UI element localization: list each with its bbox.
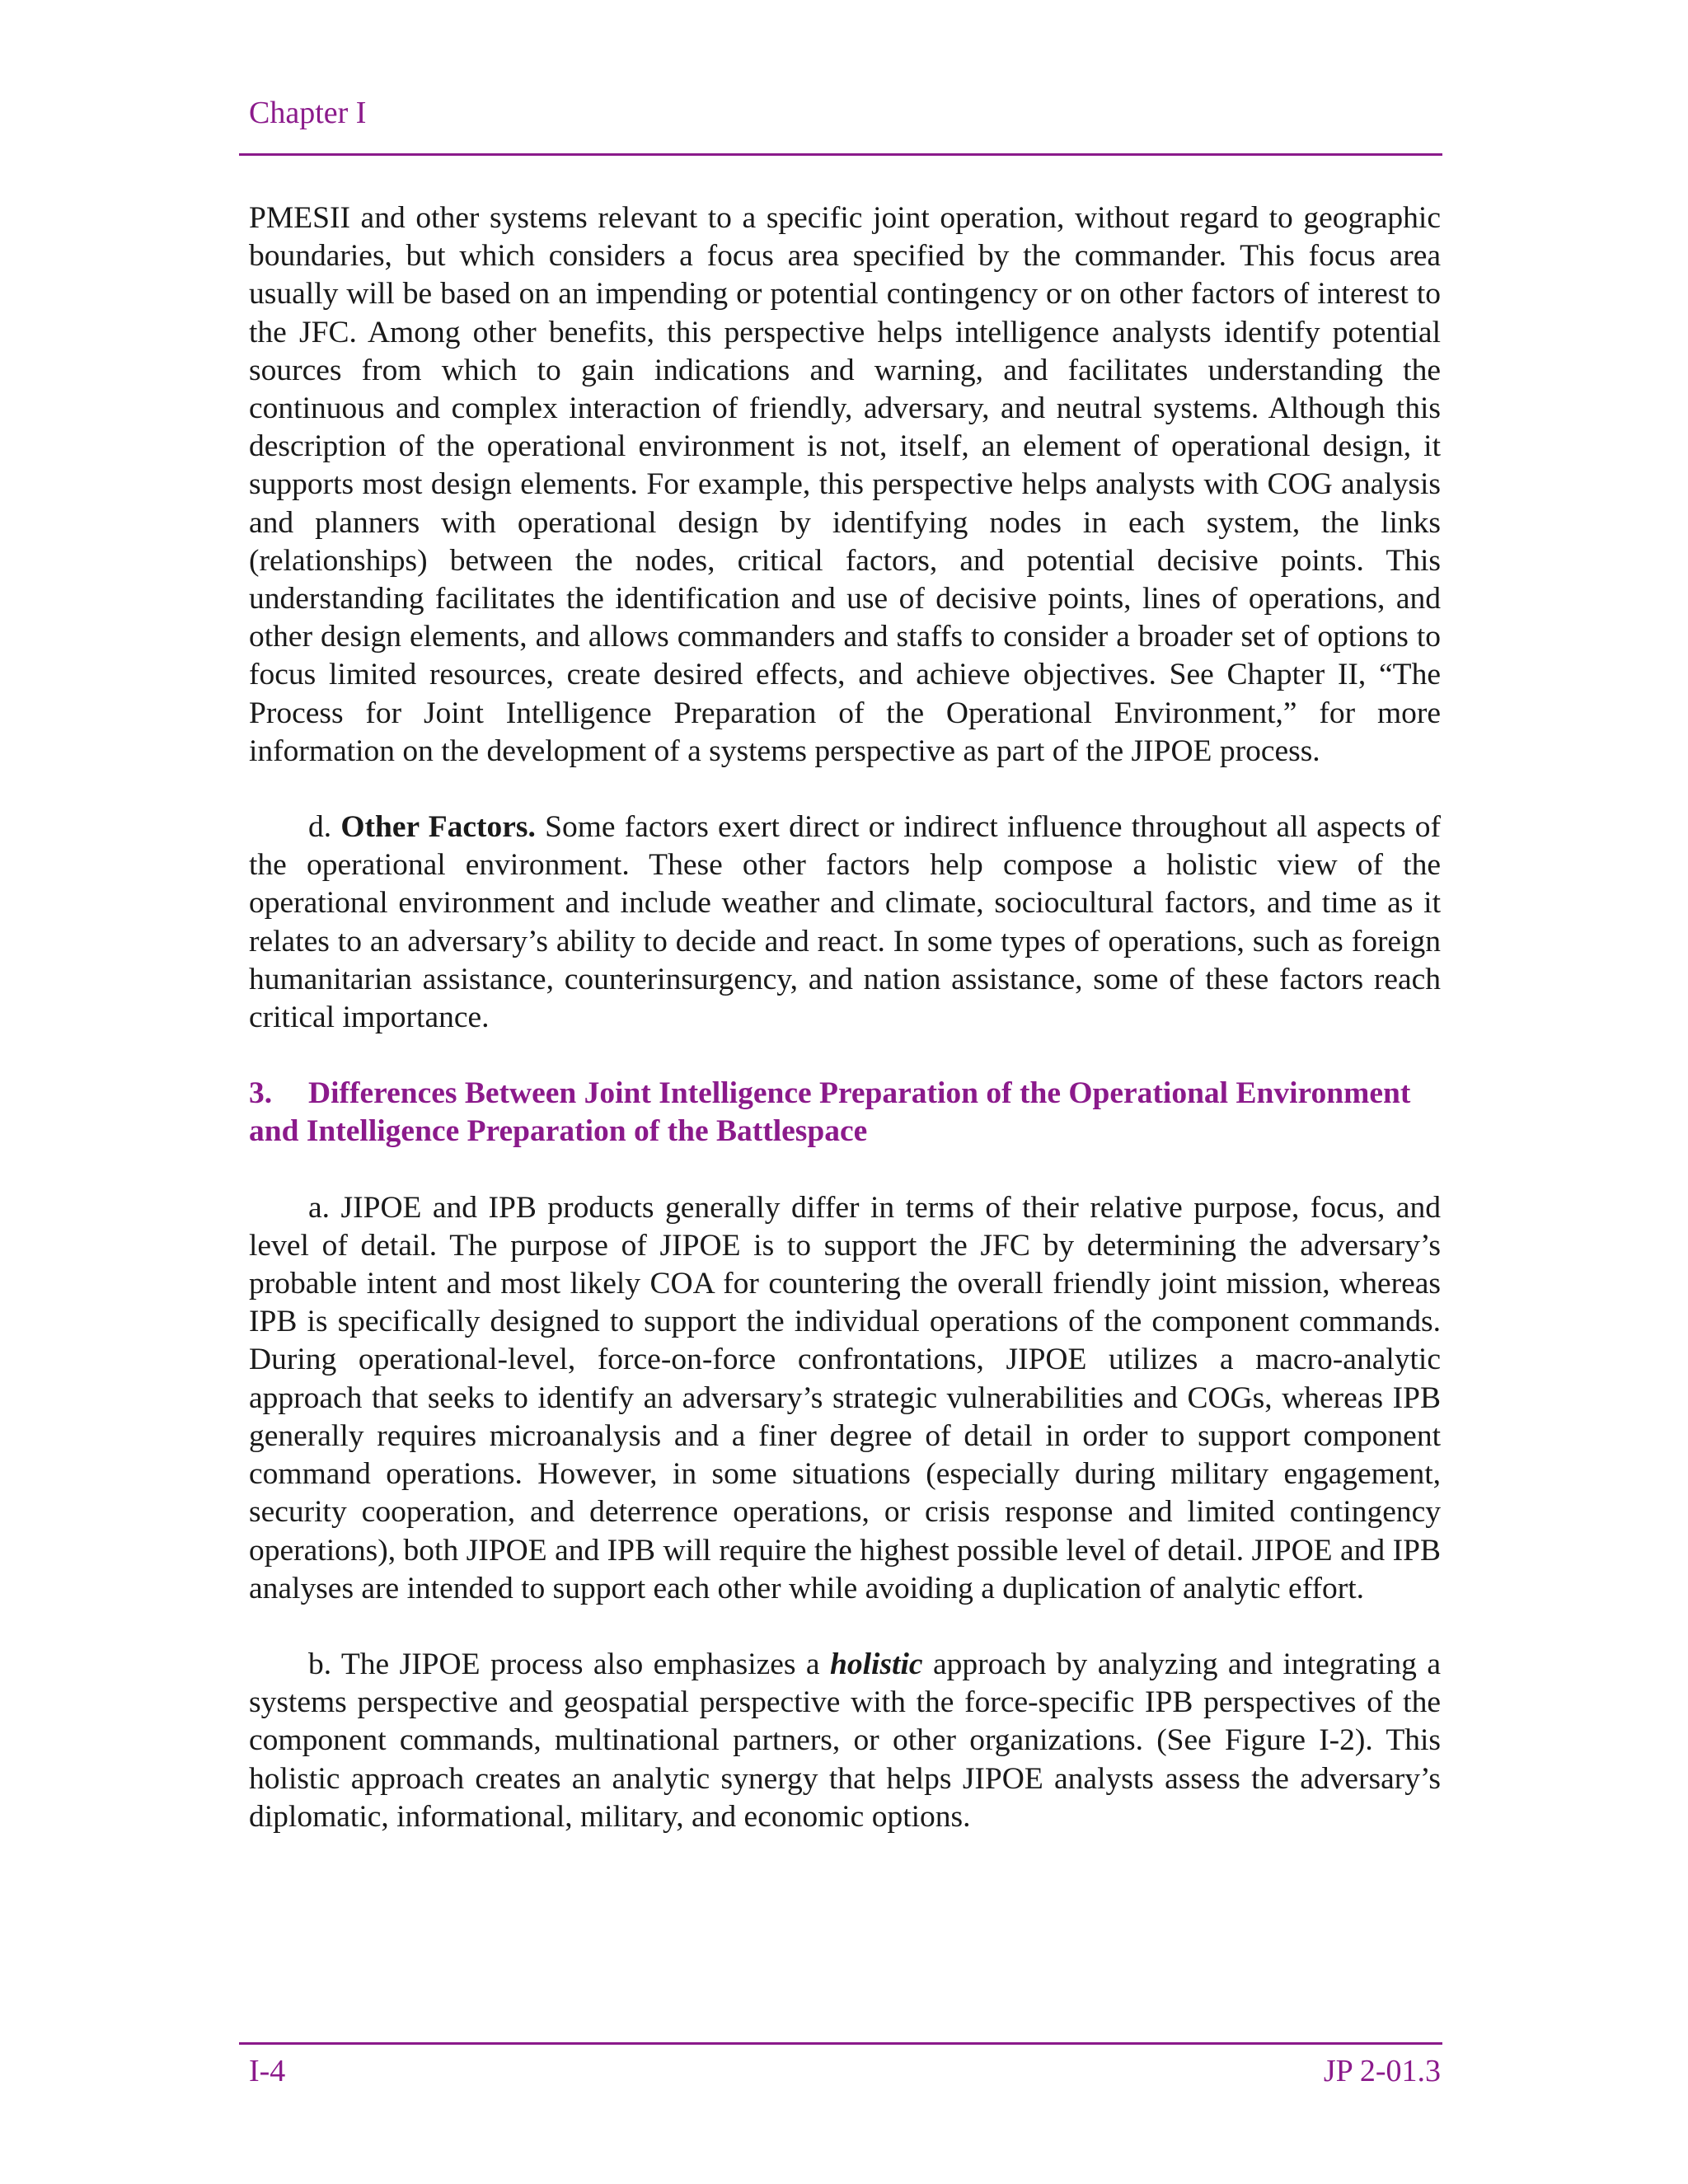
- paragraph-d-title: Other Factors.: [340, 810, 536, 845]
- page-content: [249, 199, 1441, 1836]
- header-rule: [239, 153, 1442, 156]
- paragraph-d-label: d.: [308, 810, 332, 845]
- paragraph-a: [249, 1189, 1441, 1608]
- paragraph-a-label: a.: [308, 1190, 331, 1225]
- footer-rule: [239, 2042, 1442, 2045]
- paragraph-d: [249, 808, 1441, 1037]
- paragraph-b-text-before: The JIPOE process also emphasizes a: [340, 1647, 820, 1681]
- paragraph-b: [249, 1646, 1441, 1836]
- paragraph-continued: PMESII and other systems relevant to a specific joint operation, without regard to geographic boundaries, but which considers a focus area specified by the commander. This focus area usually will be based on an impending or potential contingency or on other factors of interest to the JFC. Among other benefits, this perspective helps intelligence analysts identify potential sources from which to gain indications and warning, and facilitates understanding the continuous and complex interaction of friendly, adversary, and neutral systems. Although this description of the operational environment is not, itself, an element of operational design, it supports most design elements. For example, this perspective helps analysts with COG analysis and planners with operational design by identifying nodes in each system, the links (relationships) between the nodes, critical factors, and potential decisive points. This understanding facilitates the identification and use of decisive points, lines of operations, and other design elements, and allows commanders and staffs to consider a broader set of options to focus limited resources, create desired effects, and achieve objectives. See Chapter II, “The Process for Joint Intelligence Preparation of the Operational Environment,” for more information on the development of a systems perspective as part of the JIPOE process.: [249, 201, 1441, 768]
- section-3-heading: [249, 1075, 1441, 1151]
- section-3-title: Differences Between Joint Intelligence Preparation of the Operational Environment and Intelligence Preparation of the Battlespace: [249, 1076, 1411, 1149]
- paragraph-a-text: JIPOE and IPB products generally differ in terms of their relative purpose, focus, and level of detail. The purpose of JIPOE is to support the JFC by determining the adversary’s probable intent and most likely COA for countering the overall friendly joint mission, whereas IPB is specifically designed to support the individual operations of the component commands. During operational-level, force-on-force confrontations, JIPOE utilizes a macro-analytic approach that seeks to identify an adversary’s strategic vulnerabilities and COGs, whereas IPB generally requires microanalysis and a finer degree of detail in order to support component command operations. However, in some situations (especially during military engagement, security cooperation, and deterrence operations, or crisis response and limited contingency operations), both JIPOE and IPB will require the highest possible level of detail. JIPOE and IPB analyses are intended to support each other while avoiding a duplication of analytic effort.: [249, 1190, 1442, 1605]
- paragraph-b-text-after: approach by analyzing and integrating a systems perspective and geospatial perspective with the force-specific IPB perspectives of the component commands, multinational partners, or other organizations. (See Figure I-2). This holistic approach creates an analytic synergy that helps JIPOE analysts assess the adversary’s diplomatic, informational, military, and economic options.: [249, 1647, 1441, 1834]
- paragraph-d-text: Some factors exert direct or indirect influence throughout all aspects of the operational environment. These other factors help compose a holistic view of the operational environment and include weather and climate, sociocultural factors, and time as it relates to an adversary’s ability to decide and react. In some types of operations, such as foreign humanitarian assistance, counterinsurgency, and nation assistance, some of these factors reach critical importance.: [249, 810, 1442, 1035]
- section-3-number: 3.: [249, 1076, 273, 1111]
- paragraph-b-label: b.: [308, 1647, 332, 1681]
- paragraph-b-emphasis: holistic: [830, 1647, 923, 1681]
- running-head: Chapter I: [249, 96, 367, 130]
- publication-number: JP 2-01.3: [1323, 2054, 1441, 2088]
- page-number: I-4: [249, 2054, 286, 2088]
